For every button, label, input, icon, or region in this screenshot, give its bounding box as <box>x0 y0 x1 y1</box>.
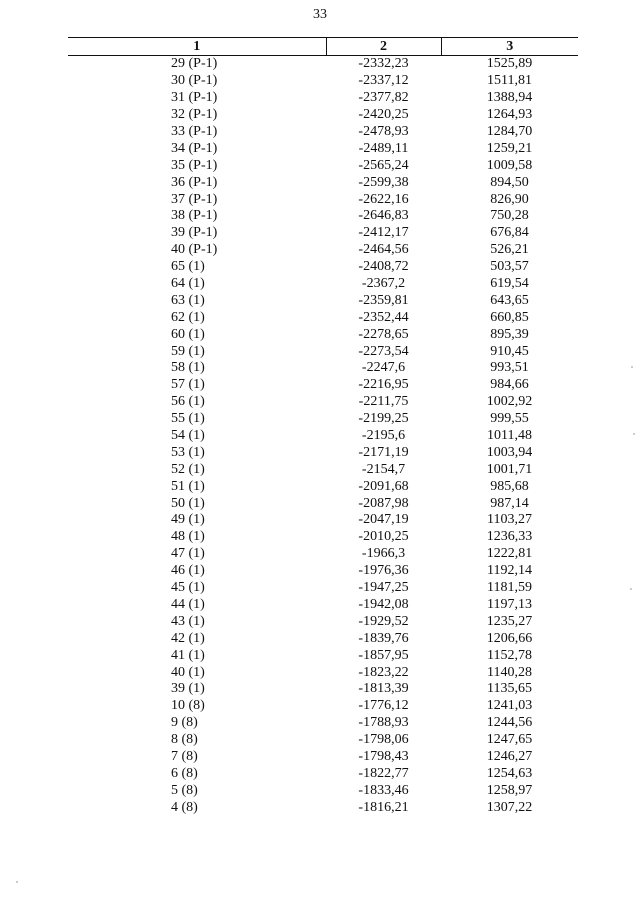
x-value-cell: -2337,12 <box>358 73 409 89</box>
y-value-cell: 660,85 <box>490 309 529 325</box>
y-value-cell: 1011,48 <box>487 428 532 444</box>
point-id-cell: 8 (8) <box>171 732 198 748</box>
point-id-cell: 34 (P-1) <box>171 140 218 156</box>
x-value-cell: -2047,19 <box>358 512 409 528</box>
table-row <box>68 276 578 293</box>
table-row <box>68 765 578 782</box>
x-value-cell: -1798,43 <box>358 748 409 764</box>
y-value-cell: 1135,65 <box>487 681 532 697</box>
point-id-cell: 52 (1) <box>171 461 205 477</box>
x-value-cell: -1833,46 <box>358 782 409 798</box>
point-id-cell: 5 (8) <box>171 782 198 798</box>
table-header-row <box>68 38 578 56</box>
point-id-cell: 56 (1) <box>171 394 205 410</box>
x-value-cell: -2489,11 <box>358 140 409 156</box>
table-row <box>68 56 578 73</box>
column-header-1: 1 <box>68 38 326 56</box>
y-value-cell: 1197,13 <box>487 596 532 612</box>
table-row <box>68 90 578 107</box>
point-id-cell: 30 (P-1) <box>171 73 218 89</box>
point-id-cell: 36 (P-1) <box>171 174 218 190</box>
table-row <box>68 174 578 191</box>
table-row <box>68 799 578 816</box>
y-value-cell: 1244,56 <box>486 715 533 731</box>
x-value-cell: -2367,2 <box>361 276 406 292</box>
x-value-cell: -1816,21 <box>358 799 409 815</box>
table-row <box>68 529 578 546</box>
table-row <box>68 580 578 597</box>
point-id-cell: 50 (1) <box>171 495 205 511</box>
x-value-cell: -2332,23 <box>358 56 409 72</box>
y-value-cell: 1258,97 <box>486 782 533 798</box>
point-id-cell: 29 (P-1) <box>171 56 218 72</box>
y-value-cell: 1235,27 <box>486 613 533 629</box>
point-id-cell: 32 (P-1) <box>171 107 218 123</box>
point-id-cell: 48 (1) <box>171 529 205 545</box>
point-id-cell: 37 (P-1) <box>171 191 218 207</box>
point-id-cell: 49 (1) <box>171 512 205 528</box>
x-value-cell: -2478,93 <box>358 124 409 139</box>
table-row <box>68 461 578 478</box>
table-row <box>68 732 578 749</box>
x-value-cell: -1976,36 <box>358 563 409 579</box>
y-value-cell: 826,90 <box>490 191 529 207</box>
table-row <box>68 478 578 495</box>
point-id-cell: 59 (1) <box>171 343 205 359</box>
point-id-cell: 54 (1) <box>171 428 205 444</box>
y-value-cell: 526,21 <box>490 242 529 258</box>
table-row <box>68 664 578 681</box>
x-value-cell: -2087,98 <box>358 495 409 511</box>
column-header-2: 2 <box>326 38 441 56</box>
table-row <box>68 225 578 242</box>
y-value-cell: 984,66 <box>490 377 529 393</box>
coordinates-table-container <box>68 37 578 816</box>
point-id-cell: 46 (1) <box>171 563 205 579</box>
y-value-cell: 1002,92 <box>486 394 533 410</box>
y-value-cell: 676,84 <box>490 225 529 241</box>
table-row <box>68 309 578 326</box>
x-value-cell: -2211,75 <box>358 394 409 410</box>
scan-speck <box>16 881 18 883</box>
point-id-cell: 40 (1) <box>171 664 205 680</box>
y-value-cell: 1103,27 <box>487 512 532 528</box>
table-row <box>68 546 578 563</box>
x-value-cell: -2278,65 <box>358 326 409 342</box>
x-value-cell: -1823,22 <box>358 664 409 680</box>
point-id-cell: 31 (P-1) <box>171 90 218 106</box>
coordinates-table <box>68 37 578 816</box>
table-row <box>68 630 578 647</box>
x-value-cell: -2010,25 <box>358 529 409 545</box>
x-value-cell: -1788,93 <box>358 715 409 731</box>
point-id-cell: 9 (8) <box>171 715 198 731</box>
y-value-cell: 1511,81 <box>487 73 532 89</box>
table-row <box>68 613 578 630</box>
point-id-cell: 64 (1) <box>171 276 205 292</box>
point-id-cell: 47 (1) <box>171 546 205 562</box>
table-row <box>68 242 578 259</box>
y-value-cell: 1003,94 <box>486 444 533 460</box>
table-row <box>68 343 578 360</box>
x-value-cell: -2646,83 <box>358 208 409 224</box>
table-row <box>68 394 578 411</box>
point-id-cell: 38 (P-1) <box>171 208 218 224</box>
x-value-cell: -2195,6 <box>361 428 406 444</box>
table-row <box>68 157 578 174</box>
table-row <box>68 495 578 512</box>
x-value-cell: -2154,7 <box>361 461 406 477</box>
y-value-cell: 1307,22 <box>486 799 533 815</box>
y-value-cell: 1525,89 <box>486 56 533 72</box>
point-id-cell: 57 (1) <box>171 377 205 393</box>
point-id-cell: 6 (8) <box>171 765 198 781</box>
x-value-cell: -1942,08 <box>358 596 409 612</box>
y-value-cell: 987,14 <box>490 495 529 511</box>
table-row <box>68 124 578 141</box>
x-value-cell: -1813,39 <box>358 681 409 697</box>
y-value-cell: 503,57 <box>490 259 529 275</box>
y-value-cell: 1388,94 <box>486 90 533 106</box>
y-value-cell: 1009,58 <box>486 157 533 173</box>
y-value-cell: 750,28 <box>490 208 529 224</box>
y-value-cell: 1001,71 <box>486 461 533 477</box>
x-value-cell: -2464,56 <box>358 242 409 258</box>
x-value-cell: -1966,3 <box>361 546 406 562</box>
y-value-cell: 1206,66 <box>486 630 533 646</box>
x-value-cell: -1822,77 <box>358 765 409 781</box>
point-id-cell: 7 (8) <box>171 748 198 764</box>
y-value-cell: 1247,65 <box>486 732 533 748</box>
table-row <box>68 259 578 276</box>
point-id-cell: 42 (1) <box>171 630 205 646</box>
x-value-cell: -2091,68 <box>358 478 409 494</box>
y-value-cell: 619,54 <box>490 276 529 292</box>
table-row <box>68 782 578 799</box>
y-value-cell: 1152,78 <box>487 647 532 663</box>
y-value-cell: 1264,93 <box>486 107 533 123</box>
table-row <box>68 191 578 208</box>
x-value-cell: -2247,6 <box>361 360 406 376</box>
table-row <box>68 749 578 766</box>
table-row <box>68 444 578 461</box>
point-id-cell: 63 (1) <box>171 292 205 308</box>
x-value-cell: -1798,06 <box>358 732 409 748</box>
point-id-cell: 58 (1) <box>171 360 205 376</box>
y-value-cell: 1140,28 <box>487 664 532 680</box>
table-row <box>68 140 578 157</box>
x-value-cell: -2599,38 <box>358 174 409 190</box>
point-id-cell: 33 (P-1) <box>171 124 218 139</box>
y-value-cell: 1254,63 <box>486 765 533 781</box>
scan-speck <box>630 588 632 590</box>
table-row <box>68 411 578 428</box>
table-row <box>68 208 578 225</box>
x-value-cell: -2412,17 <box>358 225 409 241</box>
point-id-cell: 43 (1) <box>171 613 205 629</box>
x-value-cell: -1839,76 <box>358 630 409 646</box>
table-body <box>68 56 578 817</box>
column-header-3: 3 <box>441 38 578 56</box>
x-value-cell: -2352,44 <box>358 309 409 325</box>
y-value-cell: 1192,14 <box>487 563 532 579</box>
scan-speck <box>631 366 633 368</box>
scan-speck <box>633 433 635 435</box>
point-id-cell: 55 (1) <box>171 411 205 427</box>
table-row <box>68 73 578 90</box>
point-id-cell: 62 (1) <box>171 309 205 325</box>
y-value-cell: 643,65 <box>490 292 529 308</box>
y-value-cell: 1241,03 <box>486 698 533 714</box>
y-value-cell: 993,51 <box>490 360 529 376</box>
page-number: 33 <box>313 7 327 22</box>
table-row <box>68 360 578 377</box>
point-id-cell: 53 (1) <box>171 444 205 460</box>
x-value-cell: -2171,19 <box>358 444 409 460</box>
y-value-cell: 894,50 <box>490 174 529 190</box>
table-row <box>68 326 578 343</box>
point-id-cell: 10 (8) <box>171 698 205 714</box>
y-value-cell: 1236,33 <box>486 529 533 545</box>
point-id-cell: 4 (8) <box>171 799 198 815</box>
point-id-cell: 51 (1) <box>171 478 205 494</box>
point-id-cell: 44 (1) <box>171 596 205 612</box>
x-value-cell: -1929,52 <box>358 613 409 629</box>
y-value-cell: 1246,27 <box>486 748 533 764</box>
x-value-cell: -2565,24 <box>358 157 409 173</box>
x-value-cell: -2420,25 <box>358 107 409 123</box>
point-id-cell: 65 (1) <box>171 259 205 275</box>
y-value-cell: 985,68 <box>490 478 529 494</box>
y-value-cell: 910,45 <box>490 343 529 359</box>
table-row <box>68 681 578 698</box>
table-row <box>68 107 578 124</box>
table-row <box>68 377 578 394</box>
point-id-cell: 60 (1) <box>171 326 205 342</box>
x-value-cell: -2377,82 <box>358 90 409 106</box>
table-row <box>68 647 578 664</box>
table-row <box>68 563 578 580</box>
table-row <box>68 715 578 732</box>
table-row <box>68 428 578 445</box>
y-value-cell: 1222,81 <box>486 546 533 562</box>
y-value-cell: 1259,21 <box>486 140 533 156</box>
table-row <box>68 512 578 529</box>
x-value-cell: -2622,16 <box>358 191 409 207</box>
x-value-cell: -1857,95 <box>358 647 409 663</box>
point-id-cell: 41 (1) <box>171 647 205 663</box>
x-value-cell: -2408,72 <box>358 259 409 275</box>
table-row <box>68 597 578 614</box>
table-row <box>68 292 578 309</box>
table-row <box>68 698 578 715</box>
x-value-cell: -1776,12 <box>358 698 409 714</box>
point-id-cell: 35 (P-1) <box>171 157 218 173</box>
point-id-cell: 40 (P-1) <box>171 242 218 258</box>
point-id-cell: 39 (1) <box>171 681 205 697</box>
y-value-cell: 1181,59 <box>487 580 532 596</box>
x-value-cell: -2273,54 <box>358 343 409 359</box>
x-value-cell: -1947,25 <box>358 580 409 596</box>
y-value-cell: 999,55 <box>490 411 529 427</box>
x-value-cell: -2199,25 <box>358 411 409 427</box>
y-value-cell: 895,39 <box>490 326 529 342</box>
point-id-cell: 45 (1) <box>171 580 205 596</box>
point-id-cell: 39 (P-1) <box>171 225 218 241</box>
x-value-cell: -2359,81 <box>358 292 409 308</box>
x-value-cell: -2216,95 <box>358 377 409 393</box>
y-value-cell: 1284,70 <box>486 124 533 139</box>
